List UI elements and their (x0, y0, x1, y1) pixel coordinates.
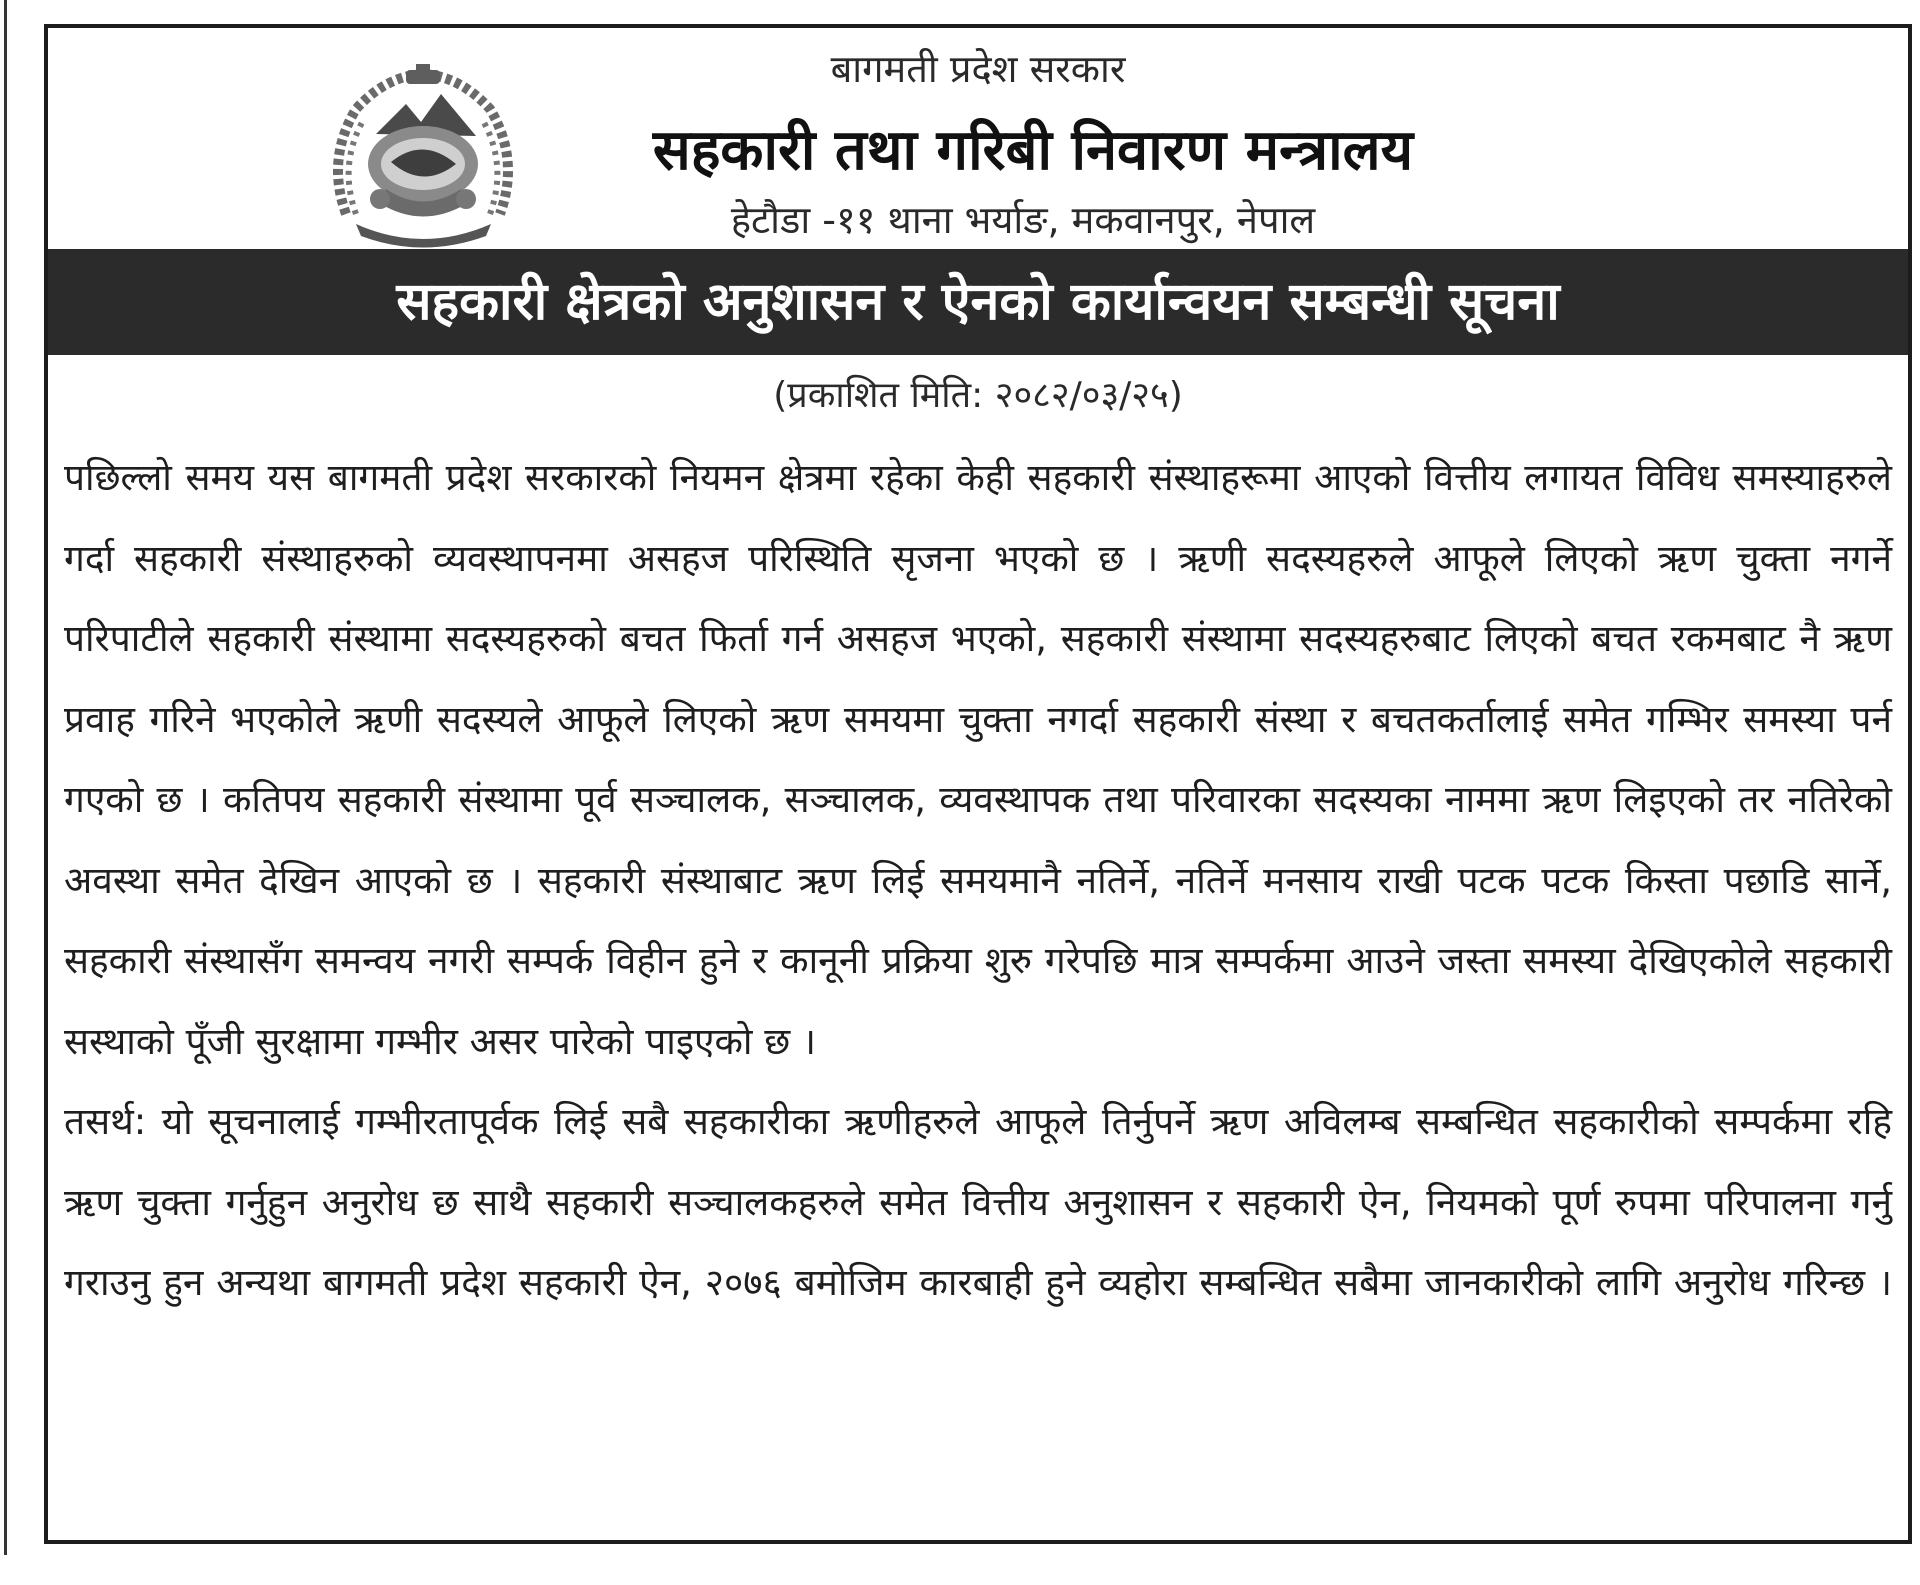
published-date: (प्रकाशित मिति: २०८२/०३/२५) (773, 375, 1183, 416)
left-margin-rule (4, 0, 7, 1555)
notice-body (64, 438, 1892, 1324)
ministry-name: सहकारी तथा गरिबी निवारण मन्त्रालय (652, 118, 1414, 183)
government-name: बागमती प्रदेश सरकार (830, 47, 1126, 91)
notice-paragraph-2: तसर्थ: यो सूचनालाई गम्भीरतापूर्वक लिई सबै सहकारीका ऋणीहरुले आफूले तिर्नुपर्ने ऋण अविलम्ब सम्बन्धित सहकारीको सम्पर्कमा रहि ऋण चुक्ता गर्नुहुन अनुरोध छ साथै सहकारी सञ्चालकहरुले समेत वित्तीय अनुशासन र सहकारी ऐन, नियमको पूर्ण रुपमा परिपालना गर्नु गराउनु हुन अन्यथा बागमती प्रदेश सहकारी ऐन, २०७६ बमोजिम कारबाही हुने व्यहोरा सम्बन्धित सबैमा जानकारीको लागि अनुरोध गरिन्छ । (64, 1100, 1892, 1304)
letterhead (48, 28, 1908, 249)
notice-title: सहकारी क्षेत्रको अनुशासन र ऐनको कार्यान्वयन सम्बन्धी सूचना (48, 249, 1908, 355)
notice-frame (44, 24, 1912, 1544)
notice-paragraph-1: पछिल्लो समय यस बागमती प्रदेश सरकारको नियमन क्षेत्रमा रहेका केही सहकारी संस्थाहरूमा आएको वित्तीय लगायत विविध समस्याहरुले गर्दा सहकारी संस्थाहरुको व्यवस्थापनमा असहज परिस्थिति सृजना भएको छ । ऋणी सदस्यहरुले आफूले लिएको ऋण चुक्ता नगर्ने परिपाटीले सहकारी संस्थामा सदस्यहरुको बचत फिर्ता गर्न असहज भएको, सहकारी संस्थामा सदस्यहरुबाट लिएको बचत रकमबाट नै ऋण प्रवाह गरिने भएकोले ऋणी सदस्यले आफूले लिएको ऋण समयमा चुक्ता नगर्दा सहकारी संस्था र बचतकर्तालाई समेत गम्भिर समस्या पर्न गएको छ । कतिपय सहकारी संस्थामा पूर्व सञ्चालक, सञ्चालक, व्यवस्थापक तथा परिवारका सदस्यका नाममा ऋण लिइएको तर नतिरेको अवस्था समेत देखिन आएको छ । सहकारी संस्थाबाट ऋण लिई समयमानै नतिर्ने, नतिर्ने मनसाय राखी पटक पटक किस्ता पछाडि सार्ने, सहकारी संस्थासँग समन्वय नगरी सम्पर्क विहीन हुने र कानूनी प्रक्रिया शुरु गरेपछि मात्र सम्पर्कमा आउने जस्ता समस्या देखिएकोले सहकारी सस्थाको पूँजी सुरक्षामा गम्भीर असर पारेको पाइएको छ । (64, 456, 1892, 1063)
ministry-address: हेटौडा -११ थाना भर्याङ, मकवानपुर, नेपाल (730, 198, 1316, 242)
